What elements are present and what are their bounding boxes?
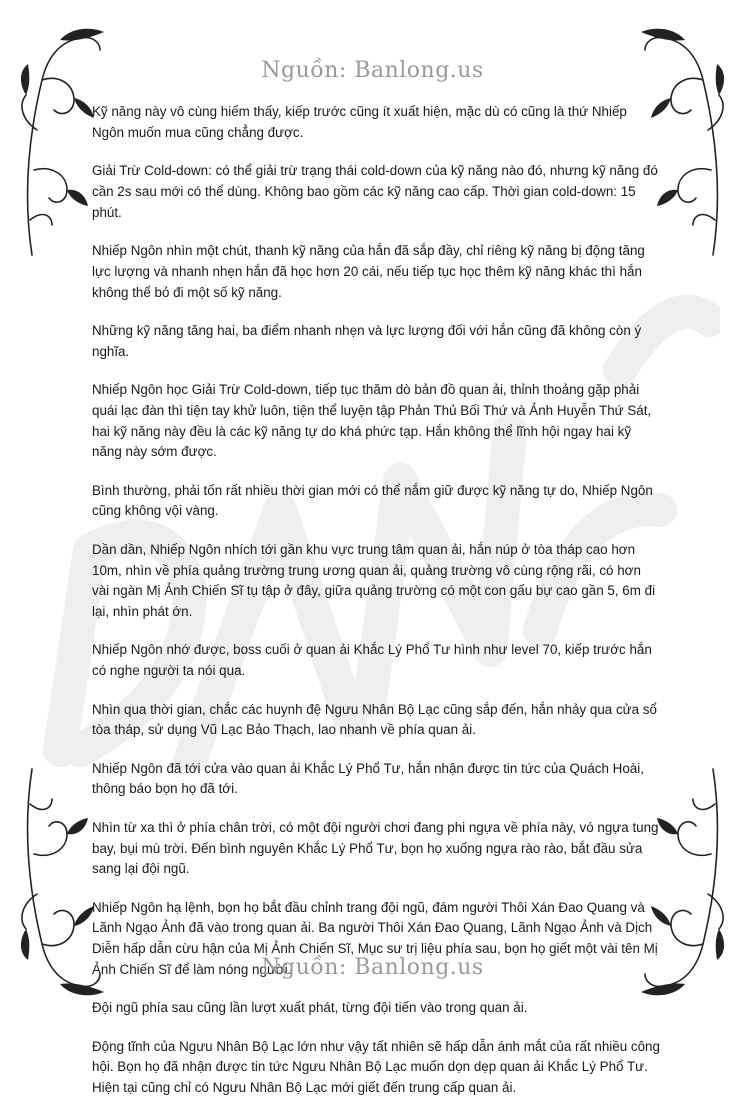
paragraph: Nhìn từ xa thì ở phía chân trời, có một đội người chơi đang phi ngựa về phía này, vó ngựa tung bay, bụi mù trời. Đến bình nguyên Khắc Lý Phổ Tư, bọn họ xuống ngựa rào rào, bắt đầu sửa sang lại đội ngũ. [92, 819, 659, 877]
paragraph: Nhiếp Ngôn nhớ được, boss cuối ở quan ải Khắc Lý Phổ Tư hình như level 70, kiếp trước hắn có nghe người ta nói qua. [92, 642, 652, 679]
paragraph: Kỹ năng này vô cùng hiếm thấy, kiếp trước cũng ít xuất hiện, mặc dù có cũng là thứ Nhiếp Ngôn muốn mua cũng chẳng được. [92, 104, 627, 140]
paragraph: Bình thường, phải tốn rất nhiều thời gian mới có thể nắm giữ được kỹ năng tự do, Nhiếp Ngôn cũng không vội vàng. [92, 482, 653, 519]
paragraph: Nhiếp Ngôn đã tới cửa vào quan ải Khắc Lý Phổ Tư, hắn nhận được tin tức của Quách Hoài, thông báo bọn họ đã tới. [92, 760, 644, 797]
paragraph: Đội ngũ phía sau cũng lần lượt xuất phát, từng đội tiến vào trong quan ải. [92, 1000, 528, 1016]
paragraph: Nhiếp Ngôn hạ lệnh, bọn họ bắt đầu chỉnh trang đội ngũ, đám người Thôi Xán Đao Quang và Lãnh Ngạo Ảnh đã vào trong quan ải. Ba người Thôi Xán Đao Quang, Lãnh Ngạo Ảnh và Dịch Diễn hấp dẫn cừu hận của Mị Ảnh Chiến Sĩ, Mục sư trị liệu phía sau, bọn họ giết một vài tên Mị Ảnh Chiến Sĩ để làm nóng người. [92, 899, 658, 977]
paragraph: Nhìn qua thời gian, chắc các huynh đệ Ngưu Nhân Bộ Lạc cũng sắp đến, hắn nhảy qua cửa sổ tòa tháp, sử dụng Vũ Lạc Bảo Thạch, lao nhanh về phía quan ải. [92, 701, 657, 738]
paragraph: Những kỹ năng tăng hai, ba điểm nhanh nhẹn và lực lượng đối với hắn cũng đã không còn ý nghĩa. [92, 322, 642, 359]
paragraph: Dần dần, Nhiếp Ngôn nhích tới gần khu vực trung tâm quan ải, hắn núp ở tòa tháp cao hơn 10m, nhìn về phía quảng trường trung ương quan ải, quảng trường vô cùng rộng rãi, có hơn vài ngàn Mị Ảnh Chiến Sĩ tụ tập ở đây, giữa quảng trường có một con gấu bự cao gần 5, 6m đi lại, nhìn phát ớn. [92, 541, 656, 620]
paragraph: Nhiếp Ngôn nhìn một chút, thanh kỹ năng của hắn đã sắp đầy, chỉ riêng kỹ năng bị động tăng lực lượng và nhanh nhẹn hắn đã học hơn 20 cái, nếu tiếp tục học thêm kỹ năng khác thì hắn không thể bỏ đi một số kỹ năng. [92, 242, 645, 300]
footer-source: Nguồn: Banlong.us [261, 955, 484, 980]
header-source: Nguồn: Banlong.us [261, 58, 484, 83]
paragraph: Động tĩnh của Ngưu Nhân Bộ Lạc lớn như vậy tất nhiên sẽ hấp dẫn ánh mắt của rất nhiều công hội. Bọn họ đã nhận được tin tức Ngưu Nhân Bộ Lạc muốn dọn dẹp quan ải Khắc Lý Phổ Tư. Hiện tại cũng chỉ có Ngưu Nhân Bộ Lạc mới giết đến trung cấp quan ải. [92, 1038, 660, 1096]
paragraph: Nhiếp Ngôn học Giải Trừ Cold-down, tiếp tục thăm dò bản đồ quan ải, thỉnh thoảng gặp phải quái lạc đàn thì tiện tay khử luôn, tiện thể luyện tập Phản Thủ Bối Thứ và Ảnh Huyễn Thứ Sát, hai kỹ năng này đều là các kỹ năng tự do khá phức tạp. Hắn không thể lĩnh hội ngay hai kỹ năng này sớm được. [92, 381, 652, 460]
paragraph: Giải Trừ Cold-down: có thể giải trừ trạng thái cold-down của kỹ năng nào đó, nhưng kỹ năng đó cần 2s sau mới có thể dùng. Không bao gồm các kỹ năng cao cấp. Thời gian cold-down: 15 phút. [92, 163, 658, 220]
